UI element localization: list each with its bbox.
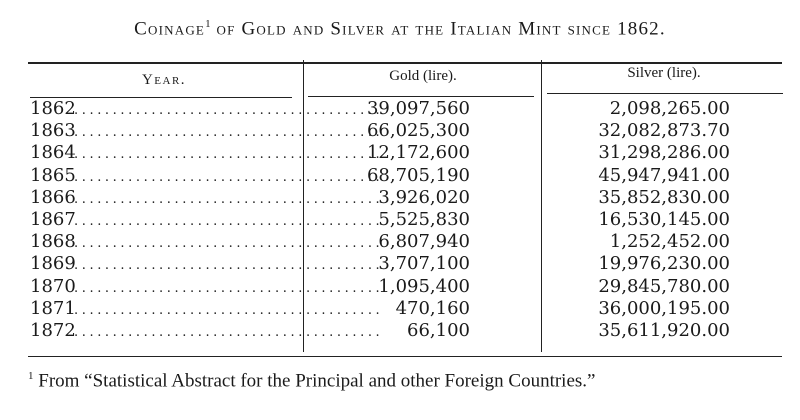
- gold-cell: 6,807,940: [378, 231, 470, 253]
- year-cell: 1872........................................: [30, 319, 384, 341]
- silver-cell: 1,252,452.00: [609, 231, 730, 253]
- year-cell: 1868........................................: [30, 231, 384, 253]
- header-year: Year.: [141, 72, 187, 88]
- gold-cell: 3,707,100: [378, 253, 470, 275]
- title-footnote-mark: 1: [205, 18, 211, 30]
- leader-dots: ........................................: [74, 213, 384, 229]
- leader-dots: ........................................: [74, 103, 384, 118]
- silver-cell: 32,082,873.70: [598, 120, 730, 142]
- gold-cell: 66,100: [407, 319, 470, 341]
- header-gold: Gold (lire).: [389, 68, 457, 84]
- bottom-rule: [28, 356, 782, 357]
- gold-cell: 66,025,300: [366, 120, 470, 142]
- silver-cell: 31,298,286.00: [598, 142, 730, 164]
- leader-dots: ........................................: [74, 324, 384, 340]
- top-rule: [28, 62, 782, 64]
- leader-dots: ........................................: [74, 258, 384, 274]
- year-cell: 1871........................................: [30, 297, 384, 319]
- leader-dots: ........................................: [74, 191, 384, 207]
- gold-cell: 39,097,560: [366, 98, 470, 119]
- silver-cell: 45,947,941.00: [598, 164, 730, 186]
- column-divider-2: [541, 60, 542, 352]
- silver-cell: 35,852,830.00: [598, 186, 730, 208]
- leader-dots: ........................................: [74, 147, 384, 163]
- silver-column: [560, 98, 730, 342]
- header-rule-gold: [308, 96, 534, 97]
- gold-cell: 5,525,830: [378, 208, 470, 230]
- silver-cell: 29,845,780.00: [598, 275, 730, 297]
- silver-cell: 35,611,920.00: [598, 319, 730, 341]
- silver-cell: 19,976,230.00: [598, 253, 730, 275]
- gold-cell: 1,095,400: [378, 275, 470, 297]
- leader-dots: ........................................: [74, 125, 384, 141]
- year-cell: 1863........................................: [30, 120, 384, 142]
- footnote-mark: 1: [28, 370, 34, 382]
- gold-cell: 12,172,600: [366, 142, 470, 164]
- year-cell: 1862........................................: [30, 98, 384, 119]
- gold-column: [330, 98, 470, 342]
- leader-dots: ........................................: [74, 302, 384, 318]
- year-cell: 1869........................................: [30, 253, 384, 275]
- footnote: [28, 370, 595, 392]
- leader-dots: ........................................: [74, 280, 384, 296]
- year-column: [30, 98, 384, 342]
- gold-cell: 470,160: [395, 297, 470, 319]
- leader-dots: ........................................: [74, 169, 384, 185]
- footnote-text: From “Statistical Abstract for the Principal and other Foreign Countries.”: [38, 370, 596, 392]
- header-rule-silver: [547, 93, 783, 94]
- silver-cell: 16,530,145.00: [598, 208, 730, 230]
- silver-cell: 2,098,265.00: [609, 98, 730, 119]
- silver-cell: 36,000,195.00: [598, 297, 730, 319]
- table-title: Coinage$^1$ of Gold and Silver at the Italian Mint since 1862.: [134, 18, 666, 40]
- year-cell: 1865........................................: [30, 164, 384, 186]
- year-cell: 1864........................................: [30, 142, 384, 164]
- header-silver: Silver (lire).: [627, 65, 701, 81]
- leader-dots: ........................................: [74, 236, 384, 252]
- year-cell: 1867........................................: [30, 208, 384, 230]
- gold-cell: 3,926,020: [378, 186, 470, 208]
- year-cell: 1870........................................: [30, 275, 384, 297]
- gold-cell: 68,705,190: [366, 164, 470, 186]
- year-cell: 1866........................................: [30, 186, 384, 208]
